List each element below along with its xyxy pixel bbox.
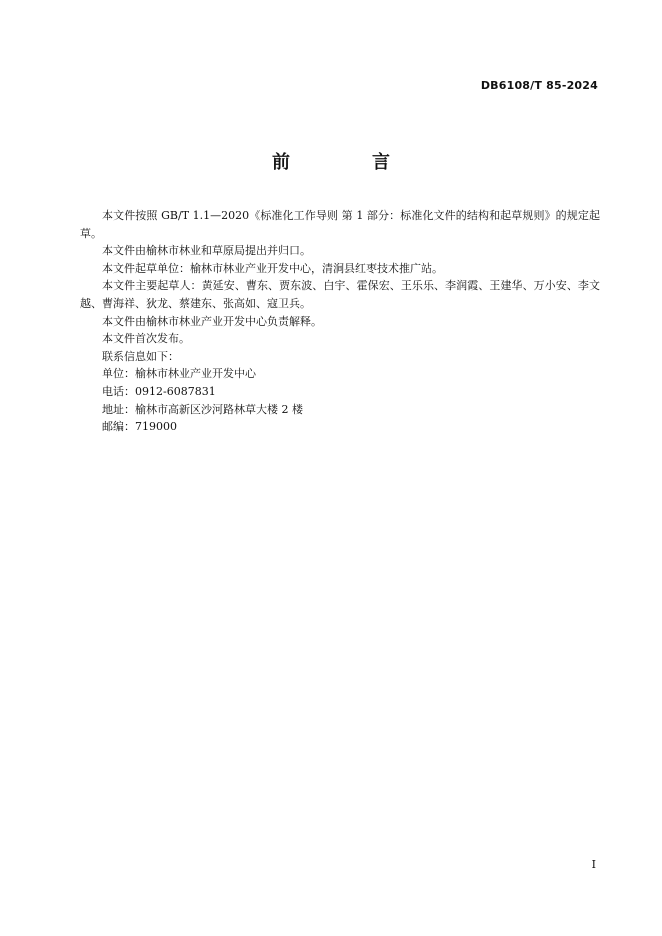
contact-postcode: 邮编：719000: [102, 420, 177, 434]
paragraph-proposer: 本文件由榆林市林业和草原局提出并归口。: [102, 244, 311, 258]
contact-phone: 电话：0912-6087831: [102, 384, 216, 398]
paragraph-drafting-rules: 本文件按照 GB/T 1.1—2020《标准化工作导则 第 1 部分：标准化文件的结构和起草规则》的规定起草。: [80, 209, 600, 240]
contact-unit: 单位：榆林市林业产业开发中心: [102, 367, 256, 381]
page-title: 前 言: [272, 152, 422, 173]
paragraph-interpretation: 本文件由榆林市林业产业开发中心负责解释。: [102, 314, 322, 328]
contact-address: 地址：榆林市高新区沙河路林草大楼 2 楼: [102, 402, 303, 416]
page-number: I: [591, 858, 596, 871]
paragraph-first-release: 本文件首次发布。: [102, 332, 190, 346]
paragraph-drafting-units: 本文件起草单位：榆林市林业产业开发中心，清涧县红枣技术推广站。: [102, 261, 443, 275]
standard-code: DB6108/T 85-2024: [480, 79, 598, 92]
foreword-body: [80, 207, 600, 436]
paragraph-drafters: 本文件主要起草人：黄延安、曹东、贾东波、白宇、霍保宏、王乐乐、李润霞、王建华、万小安、李文越、曹海祥、狄龙、蔡建东、张高如、寇卫兵。: [80, 279, 600, 310]
paragraph-contact-intro: 联系信息如下：: [102, 349, 179, 363]
